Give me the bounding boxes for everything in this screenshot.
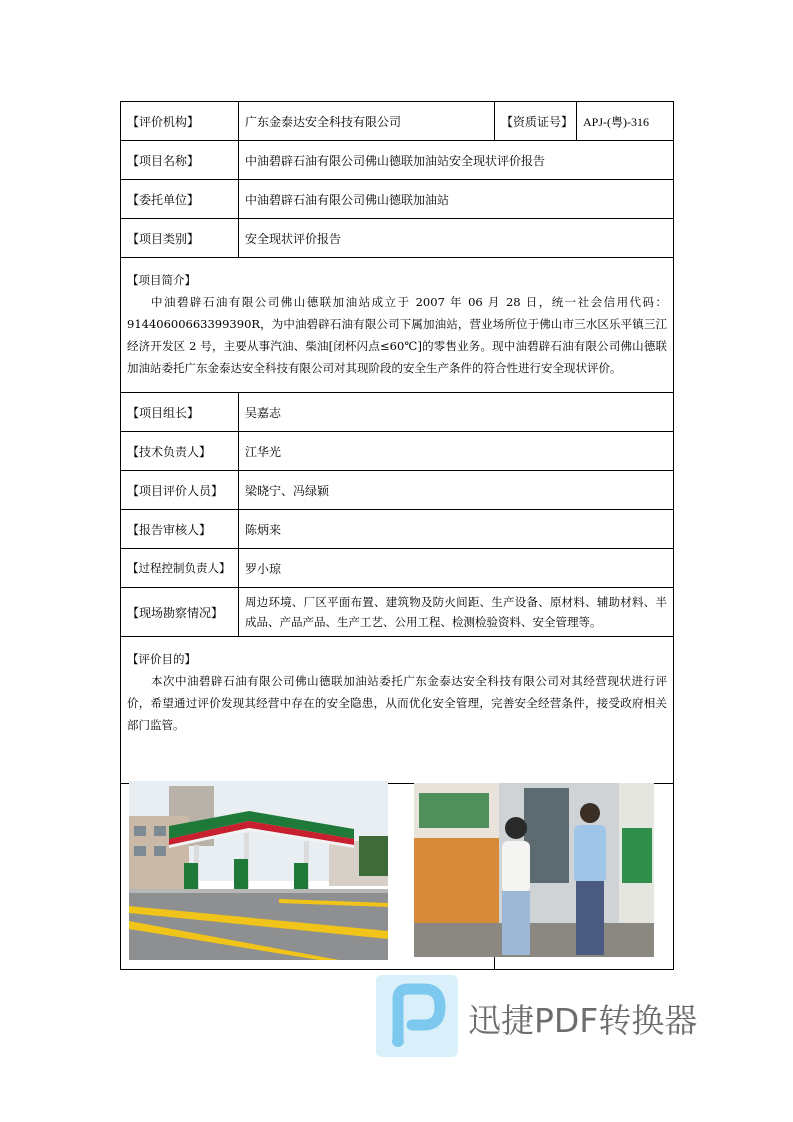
cert-value: APJ-(粤)-316: [577, 102, 674, 141]
site-label: 【现场勘察情况】: [121, 588, 239, 637]
eval-org-value: 广东金泰达安全科技有限公司: [239, 102, 495, 141]
intro-label: 【项目简介】: [127, 273, 196, 287]
leader-label: 【项目组长】: [121, 393, 239, 432]
reviewer-label: 【报告审核人】: [121, 510, 239, 549]
reviewer-value: 陈炳来: [239, 510, 674, 549]
purpose-cell: [121, 637, 674, 784]
type-label: 【项目类别】: [121, 219, 239, 258]
watermark-text: 迅捷PDF转换器: [468, 1001, 698, 1040]
site-visit-illustration: [414, 783, 654, 957]
purpose-label: 【评价目的】: [127, 652, 196, 666]
client-label: 【委托单位】: [121, 180, 239, 219]
intro-text: 中油碧辟石油有限公司佛山德联加油站成立于 2007 年 06 月 28 日，统一社会信用代码：91440600663399390R，为中油碧辟石油有限公司下属加油站，营业场所位于佛山市三水区乐平镇三江经济开发区 2 号，主要从事汽油、柴油[闭杯闪点≤60℃]的零售业务。现中油碧辟石油有限公司佛山德联加油站委托广东金泰达安全科技有限公司对其现阶段的安全生产条件的符合性进行安全现状评价。: [127, 295, 667, 375]
project-name-label: 【项目名称】: [121, 141, 239, 180]
site-value: 周边环境、厂区平面布置、建筑物及防火间距、生产设备、原材料、辅助材料、半成品、产品产品、生产工艺、公用工程、检测检验资料、安全管理等。: [239, 588, 674, 637]
purpose-text: 本次中油碧辟石油有限公司佛山德联加油站委托广东金泰达安全科技有限公司对其经营现状进行评价，希望通过评价发现其经营中存在的安全隐患，从而优化安全管理，完善安全经营条件，接受政府相关部门监管。: [127, 674, 667, 732]
gas-station-illustration: [129, 781, 388, 960]
gas-station-photo: [129, 781, 388, 960]
eval-org-label: 【评价机构】: [121, 102, 239, 141]
client-value: 中油碧辟石油有限公司佛山德联加油站: [239, 180, 674, 219]
watermark: [376, 975, 726, 1058]
tech-label: 【技术负责人】: [121, 432, 239, 471]
process-label: 【过程控制负责人】: [121, 549, 239, 588]
project-name-value: 中油碧辟石油有限公司佛山德联加油站安全现状评价报告: [239, 141, 674, 180]
pdf-converter-logo-icon: [376, 975, 458, 1057]
evaluators-label: 【项目评价人员】: [121, 471, 239, 510]
evaluators-value: 梁晓宁、冯绿颖: [239, 471, 674, 510]
cert-label: 【资质证号】: [495, 102, 577, 141]
site-visit-photo: [414, 783, 654, 957]
leader-value: 吴嘉志: [239, 393, 674, 432]
type-value: 安全现状评价报告: [239, 219, 674, 258]
process-value: 罗小琼: [239, 549, 674, 588]
intro-cell: [121, 258, 674, 393]
tech-value: 江华光: [239, 432, 674, 471]
